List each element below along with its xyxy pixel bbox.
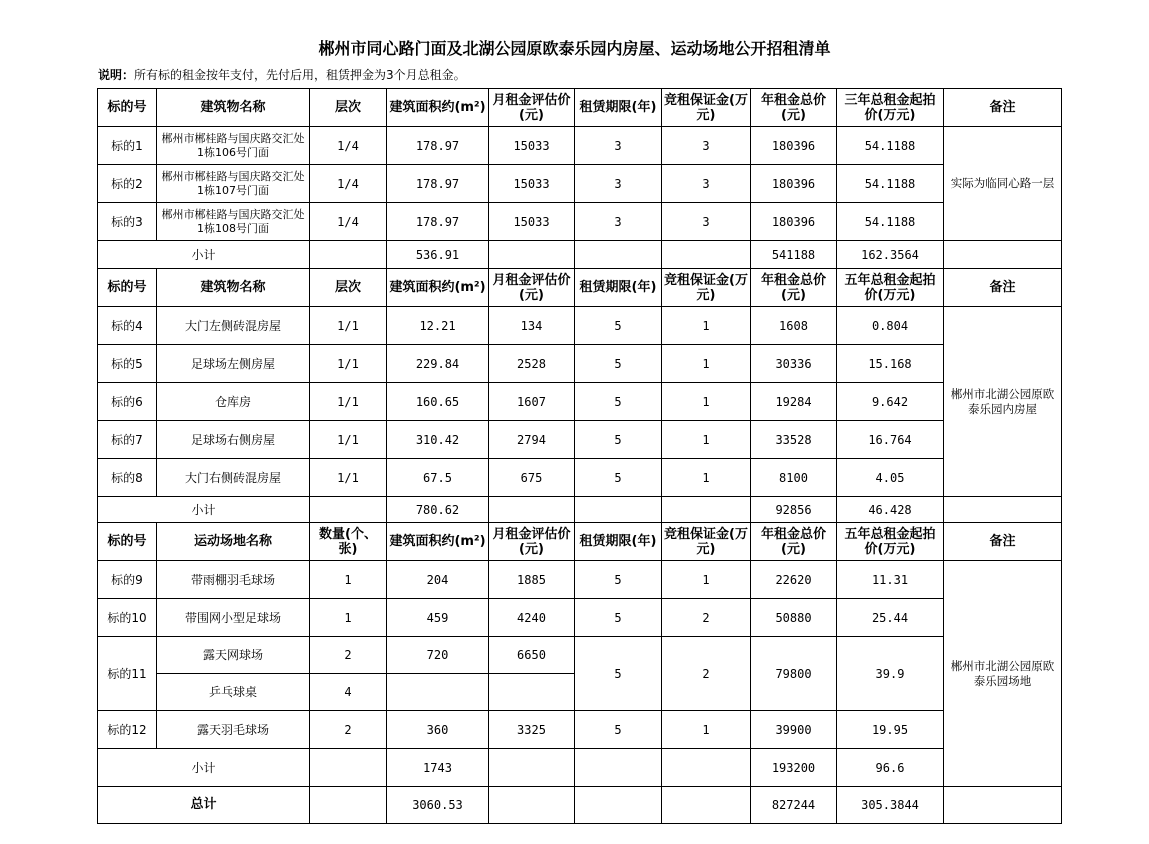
cell-deposit: 3 [662, 165, 751, 203]
header-cell: 数量(个、张) [310, 523, 387, 561]
table-row [98, 383, 1062, 421]
table-row [98, 599, 1062, 637]
cell-name: 露天网球场 [157, 637, 310, 674]
cell-id: 标的8 [98, 459, 157, 497]
empty-cell [662, 749, 751, 787]
cell-deposit: 1 [662, 421, 751, 459]
cell-monthly: 15033 [489, 165, 575, 203]
table-row [98, 459, 1062, 497]
cell-floor: 1/1 [310, 459, 387, 497]
table-row [98, 165, 1062, 203]
grand-total-total: 305.3844 [837, 787, 944, 824]
cell-id: 标的10 [98, 599, 157, 637]
empty-cell [310, 241, 387, 269]
cell-area: 459 [387, 599, 489, 637]
table-row [98, 345, 1062, 383]
cell-name: 乒乓球桌 [157, 674, 310, 711]
header-cell: 建筑面积约(m²) [387, 269, 489, 307]
cell-monthly: 3325 [489, 711, 575, 749]
cell-qty: 4 [310, 674, 387, 711]
empty-cell [944, 241, 1062, 269]
header-cell: 竞租保证金(万元) [662, 523, 751, 561]
empty-cell [662, 787, 751, 824]
cell-area: 229.84 [387, 345, 489, 383]
cell-monthly: 1607 [489, 383, 575, 421]
cell-total: 0.804 [837, 307, 944, 345]
cell-monthly: 134 [489, 307, 575, 345]
cell-annual: 79800 [751, 637, 837, 711]
cell-remark: 郴州市北湖公园原欧泰乐园场地 [944, 561, 1062, 787]
subtotal-total: 96.6 [837, 749, 944, 787]
cell-id: 标的7 [98, 421, 157, 459]
cell-monthly: 1885 [489, 561, 575, 599]
cell-term: 3 [575, 203, 662, 241]
cell-area: 204 [387, 561, 489, 599]
cell-area: 160.65 [387, 383, 489, 421]
table-row [98, 637, 1062, 674]
cell-name: 郴州市郴桂路与国庆路交汇处1栋106号门面 [157, 127, 310, 165]
header-cell: 建筑物名称 [157, 269, 310, 307]
cell-monthly: 6650 [489, 637, 575, 674]
empty-cell [575, 787, 662, 824]
cell-id: 标的4 [98, 307, 157, 345]
cell-floor: 1/4 [310, 127, 387, 165]
table-row [98, 561, 1062, 599]
empty-cell [310, 749, 387, 787]
subtotal-row [98, 241, 1062, 269]
page-title: 郴州市同心路门面及北湖公园原欧泰乐园内房屋、运动场地公开招租清单 [318, 39, 831, 58]
cell-deposit: 1 [662, 459, 751, 497]
header-cell: 年租金总价(元) [751, 523, 837, 561]
header-cell: 层次 [310, 269, 387, 307]
cell-area: 178.97 [387, 165, 489, 203]
cell-id: 标的2 [98, 165, 157, 203]
subtotal-area: 780.62 [387, 497, 489, 523]
cell-id: 标的3 [98, 203, 157, 241]
header-cell: 建筑物名称 [157, 89, 310, 127]
cell-name: 足球场右侧房屋 [157, 421, 310, 459]
header-cell: 建筑面积约(m²) [387, 523, 489, 561]
empty-cell [310, 497, 387, 523]
cell-monthly: 2794 [489, 421, 575, 459]
cell-term: 5 [575, 383, 662, 421]
empty-cell [489, 749, 575, 787]
header-row [98, 89, 1062, 127]
cell-annual: 180396 [751, 165, 837, 203]
header-cell: 运动场地名称 [157, 523, 310, 561]
header-cell: 月租金评估价(元) [489, 523, 575, 561]
header-cell: 年租金总价(元) [751, 269, 837, 307]
cell-floor: 1/1 [310, 421, 387, 459]
grand-total-label: 总计 [98, 787, 310, 824]
cell-term: 3 [575, 165, 662, 203]
header-cell: 备注 [944, 269, 1062, 307]
header-cell: 备注 [944, 89, 1062, 127]
cell-annual: 50880 [751, 599, 837, 637]
header-cell: 五年总租金起拍价(万元) [837, 269, 944, 307]
subtotal-row [98, 497, 1062, 523]
cell-name: 郴州市郴桂路与国庆路交汇处1栋107号门面 [157, 165, 310, 203]
cell-name: 郴州市郴桂路与国庆路交汇处1栋108号门面 [157, 203, 310, 241]
subtotal-total: 162.3564 [837, 241, 944, 269]
cell-deposit: 1 [662, 711, 751, 749]
subtotal-label: 小计 [98, 497, 310, 523]
subtotal-label: 小计 [98, 241, 310, 269]
cell-total: 19.95 [837, 711, 944, 749]
empty-cell [575, 497, 662, 523]
cell-total: 9.642 [837, 383, 944, 421]
cell-total: 15.168 [837, 345, 944, 383]
cell-name: 足球场左侧房屋 [157, 345, 310, 383]
cell-name: 带雨棚羽毛球场 [157, 561, 310, 599]
cell-qty: 2 [310, 711, 387, 749]
cell-remark: 郴州市北湖公园原欧泰乐园内房屋 [944, 307, 1062, 497]
cell-total: 4.05 [837, 459, 944, 497]
header-cell: 月租金评估价(元) [489, 269, 575, 307]
cell-total: 54.1188 [837, 203, 944, 241]
cell-monthly: 675 [489, 459, 575, 497]
cell-area: 310.42 [387, 421, 489, 459]
cell-floor: 1/1 [310, 383, 387, 421]
cell-area: 720 [387, 637, 489, 674]
header-cell: 竞租保证金(万元) [662, 89, 751, 127]
cell-term: 5 [575, 637, 662, 711]
empty-cell [662, 497, 751, 523]
empty-cell [489, 241, 575, 269]
header-cell: 备注 [944, 523, 1062, 561]
grand-total-annual: 827244 [751, 787, 837, 824]
empty-cell [944, 787, 1062, 824]
header-cell: 租赁期限(年) [575, 269, 662, 307]
cell-total: 11.31 [837, 561, 944, 599]
header-row [98, 269, 1062, 307]
cell-total: 39.9 [837, 637, 944, 711]
header-cell: 三年总租金起拍价(万元) [837, 89, 944, 127]
cell-annual: 180396 [751, 127, 837, 165]
cell-deposit: 1 [662, 307, 751, 345]
empty-cell [489, 787, 575, 824]
cell-name: 大门右侧砖混房屋 [157, 459, 310, 497]
cell-annual: 22620 [751, 561, 837, 599]
grand-total-area: 3060.53 [387, 787, 489, 824]
cell-deposit: 2 [662, 637, 751, 711]
header-cell: 标的号 [98, 89, 157, 127]
header-row [98, 523, 1062, 561]
empty-cell [575, 241, 662, 269]
cell-id: 标的5 [98, 345, 157, 383]
subtotal-annual: 193200 [751, 749, 837, 787]
cell-annual: 30336 [751, 345, 837, 383]
cell-id: 标的1 [98, 127, 157, 165]
cell-monthly: 2528 [489, 345, 575, 383]
subtotal-row [98, 749, 1062, 787]
cell-total: 54.1188 [837, 127, 944, 165]
header-cell: 五年总租金起拍价(万元) [837, 523, 944, 561]
subtotal-area: 1743 [387, 749, 489, 787]
header-cell: 竞租保证金(万元) [662, 269, 751, 307]
cell-term: 5 [575, 459, 662, 497]
cell-annual: 19284 [751, 383, 837, 421]
cell-term: 5 [575, 561, 662, 599]
cell-id: 标的9 [98, 561, 157, 599]
cell-term: 5 [575, 421, 662, 459]
cell-total: 16.764 [837, 421, 944, 459]
table-row [98, 307, 1062, 345]
cell-term: 5 [575, 599, 662, 637]
cell-annual: 1608 [751, 307, 837, 345]
cell-floor: 1/4 [310, 203, 387, 241]
note-label: 说明： [98, 68, 135, 82]
header-cell: 标的号 [98, 269, 157, 307]
cell-area: 360 [387, 711, 489, 749]
empty-cell [489, 497, 575, 523]
cell-floor: 1/1 [310, 307, 387, 345]
empty-cell [662, 241, 751, 269]
subtotal-annual: 92856 [751, 497, 837, 523]
empty-cell [489, 674, 575, 711]
header-cell: 层次 [310, 89, 387, 127]
cell-monthly: 4240 [489, 599, 575, 637]
header-cell: 建筑面积约(m²) [387, 89, 489, 127]
cell-remark: 实际为临同心路一层 [944, 127, 1062, 241]
cell-deposit: 3 [662, 127, 751, 165]
cell-total: 25.44 [837, 599, 944, 637]
table-row [98, 127, 1062, 165]
subtotal-annual: 541188 [751, 241, 837, 269]
cell-id: 标的11 [98, 637, 157, 711]
header-cell: 标的号 [98, 523, 157, 561]
subtotal-area: 536.91 [387, 241, 489, 269]
cell-deposit: 3 [662, 203, 751, 241]
cell-qty: 1 [310, 599, 387, 637]
cell-annual: 39900 [751, 711, 837, 749]
header-cell: 年租金总价(元) [751, 89, 837, 127]
header-cell: 月租金评估价(元) [489, 89, 575, 127]
cell-name: 大门左侧砖混房屋 [157, 307, 310, 345]
cell-deposit: 2 [662, 599, 751, 637]
cell-area: 178.97 [387, 203, 489, 241]
empty-cell [944, 497, 1062, 523]
cell-qty: 2 [310, 637, 387, 674]
cell-deposit: 1 [662, 345, 751, 383]
cell-annual: 33528 [751, 421, 837, 459]
cell-term: 3 [575, 127, 662, 165]
cell-name: 仓库房 [157, 383, 310, 421]
cell-deposit: 1 [662, 561, 751, 599]
note-text: 所有标的租金按年支付，先付后用，租赁押金为3个月总租金。 [134, 68, 466, 82]
grand-total-row [98, 787, 1062, 824]
cell-annual: 8100 [751, 459, 837, 497]
cell-deposit: 1 [662, 383, 751, 421]
cell-term: 5 [575, 307, 662, 345]
cell-floor: 1/1 [310, 345, 387, 383]
cell-area: 12.21 [387, 307, 489, 345]
cell-qty: 1 [310, 561, 387, 599]
cell-monthly: 15033 [489, 203, 575, 241]
header-cell: 租赁期限(年) [575, 89, 662, 127]
subtotal-label: 小计 [98, 749, 310, 787]
cell-name: 露天羽毛球场 [157, 711, 310, 749]
cell-annual: 180396 [751, 203, 837, 241]
note-line [98, 66, 466, 83]
cell-term: 5 [575, 345, 662, 383]
table-row [98, 203, 1062, 241]
empty-cell [310, 787, 387, 824]
empty-cell [575, 749, 662, 787]
subtotal-total: 46.428 [837, 497, 944, 523]
table-row [98, 421, 1062, 459]
table-row [98, 711, 1062, 749]
cell-monthly: 15033 [489, 127, 575, 165]
cell-total: 54.1188 [837, 165, 944, 203]
header-cell: 租赁期限(年) [575, 523, 662, 561]
cell-area: 67.5 [387, 459, 489, 497]
lease-table [97, 88, 1062, 824]
cell-area: 178.97 [387, 127, 489, 165]
empty-cell [387, 674, 489, 711]
cell-name: 带围网小型足球场 [157, 599, 310, 637]
cell-id: 标的6 [98, 383, 157, 421]
cell-term: 5 [575, 711, 662, 749]
cell-id: 标的12 [98, 711, 157, 749]
cell-floor: 1/4 [310, 165, 387, 203]
